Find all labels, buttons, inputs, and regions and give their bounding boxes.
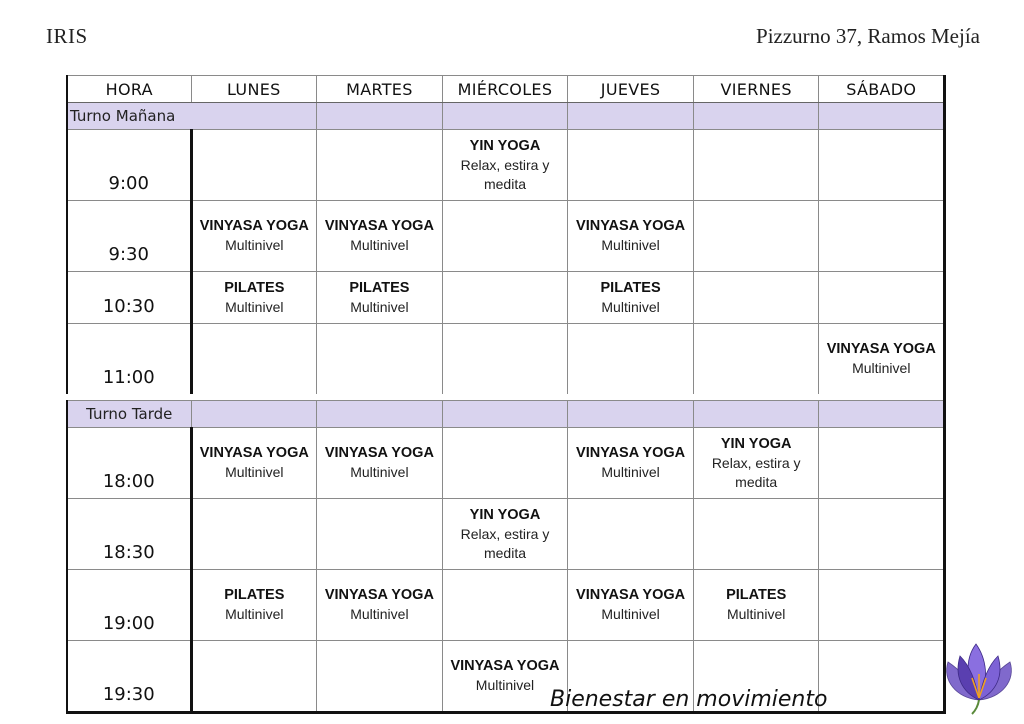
class-cell-saturday	[819, 428, 945, 499]
class-level: Relax, estira y medita	[460, 525, 550, 561]
class-cell-wednesday	[442, 130, 568, 201]
class-name: VINYASA YOGA	[450, 658, 560, 674]
class-level: Relax, estira y medita	[460, 156, 550, 192]
class-cell-monday	[191, 272, 317, 324]
section-label-morning: Turno Mañana	[67, 103, 317, 130]
class-cell-wednesday	[442, 570, 568, 641]
class-level: Multinivel	[601, 298, 660, 315]
header-row	[67, 76, 945, 103]
class-cell-thursday	[568, 570, 694, 641]
class-cell-wednesday	[442, 428, 568, 499]
section-band-cell	[317, 401, 443, 428]
hour-cell: 10:30	[67, 272, 191, 324]
class-level: Multinivel	[225, 606, 284, 622]
hour-cell: 18:30	[67, 499, 191, 570]
class-name: VINYASA YOGA	[199, 218, 309, 234]
class-level: Multinivel	[601, 464, 660, 480]
class-cell-saturday	[819, 130, 945, 201]
section-band-cell	[191, 401, 317, 428]
schedule-row	[67, 570, 945, 641]
class-cell-wednesday	[442, 272, 568, 324]
section-row-afternoon	[67, 401, 945, 428]
column-header-hour: HORA	[67, 76, 191, 103]
section-band-cell	[568, 103, 694, 130]
hour-cell: 9:30	[67, 201, 191, 272]
class-level: Multinivel	[225, 298, 284, 315]
section-band-cell	[317, 103, 443, 130]
class-cell-monday	[191, 201, 317, 272]
hour-cell: 19:00	[67, 570, 191, 641]
class-name: VINYASA YOGA	[324, 218, 434, 234]
class-name: PILATES	[600, 279, 661, 296]
class-cell-friday	[693, 570, 819, 641]
class-cell-saturday	[819, 324, 945, 395]
class-name: VINYASA YOGA	[324, 445, 434, 461]
class-cell-tuesday	[317, 570, 443, 641]
class-level: Multinivel	[350, 464, 409, 480]
section-band-cell	[819, 103, 945, 130]
schedule-row	[67, 324, 945, 395]
class-level: Multinivel	[601, 606, 660, 622]
class-cell-friday	[693, 130, 819, 201]
class-name: YIN YOGA	[720, 435, 792, 452]
class-cell-thursday	[568, 499, 694, 570]
section-row-morning	[67, 103, 945, 130]
class-cell-thursday	[568, 272, 694, 324]
class-name: YIN YOGA	[469, 506, 541, 523]
tagline: Bienestar en movimiento	[550, 687, 828, 712]
class-cell-thursday	[568, 201, 694, 272]
class-cell-wednesday	[442, 324, 568, 395]
afternoon-section	[67, 401, 945, 713]
class-name: PILATES	[224, 587, 285, 603]
class-name: VINYASA YOGA	[576, 445, 686, 461]
class-cell-tuesday	[317, 272, 443, 324]
class-level: Relax, estira y medita	[711, 454, 801, 490]
class-cell-thursday	[568, 324, 694, 395]
class-cell-monday	[191, 428, 317, 499]
class-cell-wednesday	[442, 499, 568, 570]
class-cell-tuesday	[317, 641, 443, 713]
class-cell-friday	[693, 201, 819, 272]
section-band-cell	[693, 103, 819, 130]
class-cell-tuesday	[317, 499, 443, 570]
class-cell-monday	[191, 641, 317, 713]
schedule-row	[67, 428, 945, 499]
brand-name: IRIS	[46, 24, 88, 48]
studio-address: Pizzurno 37, Ramos Mejía	[756, 24, 980, 48]
class-cell-friday	[693, 324, 819, 395]
class-level: Multinivel	[350, 298, 409, 315]
hour-cell: 9:00	[67, 130, 191, 201]
section-band-cell	[819, 401, 945, 428]
class-name: VINYASA YOGA	[576, 587, 686, 603]
class-name: VINYASA YOGA	[324, 587, 434, 603]
hour-cell: 11:00	[67, 324, 191, 395]
class-level: Multinivel	[225, 464, 284, 480]
class-schedule-table	[66, 75, 946, 714]
column-header-monday: LUNES	[191, 76, 317, 103]
class-cell-thursday	[568, 130, 694, 201]
class-level: Multinivel	[350, 237, 409, 253]
class-name: VINYASA YOGA	[576, 218, 686, 234]
crocus-flower-icon	[936, 640, 1022, 716]
class-name: PILATES	[224, 279, 285, 296]
column-header-thursday: JUEVES	[568, 76, 694, 103]
class-cell-wednesday	[442, 201, 568, 272]
class-cell-tuesday	[317, 428, 443, 499]
class-cell-saturday	[819, 641, 945, 713]
class-cell-tuesday	[317, 324, 443, 395]
class-name: VINYASA YOGA	[826, 341, 936, 357]
class-cell-friday	[693, 272, 819, 324]
class-level: Multinivel	[350, 606, 409, 622]
class-cell-saturday	[819, 570, 945, 641]
schedule-row	[67, 499, 945, 570]
class-level: Multinivel	[726, 606, 786, 622]
class-level: Multinivel	[852, 360, 911, 376]
class-cell-monday	[191, 130, 317, 201]
class-cell-saturday	[819, 499, 945, 570]
section-band-cell	[693, 401, 819, 428]
class-name: YIN YOGA	[469, 137, 541, 154]
column-header-friday: VIERNES	[693, 76, 819, 103]
class-cell-monday	[191, 570, 317, 641]
class-cell-tuesday	[317, 201, 443, 272]
section-band-cell	[442, 401, 568, 428]
schedule-row	[67, 201, 945, 272]
schedule-row	[67, 130, 945, 201]
class-cell-monday	[191, 499, 317, 570]
morning-section	[67, 103, 945, 395]
section-band-cell	[442, 103, 568, 130]
class-name: VINYASA YOGA	[199, 445, 309, 461]
class-cell-wednesday	[442, 641, 568, 713]
class-name: PILATES	[726, 587, 787, 603]
class-level: Multinivel	[225, 237, 284, 253]
class-cell-saturday	[819, 201, 945, 272]
class-name: PILATES	[349, 279, 410, 296]
class-level: Multinivel	[601, 237, 660, 253]
class-cell-monday	[191, 324, 317, 395]
column-header-wednesday: MIÉRCOLES	[442, 76, 568, 103]
section-label-afternoon: Turno Tarde	[67, 401, 191, 428]
class-cell-tuesday	[317, 130, 443, 201]
hour-cell: 19:30	[67, 641, 191, 713]
class-cell-saturday	[819, 272, 945, 324]
class-cell-friday	[693, 428, 819, 499]
schedule-row	[67, 272, 945, 324]
class-cell-thursday	[568, 428, 694, 499]
column-header-saturday: SÁBADO	[819, 76, 945, 103]
column-header-tuesday: MARTES	[317, 76, 443, 103]
section-band-cell	[568, 401, 694, 428]
hour-cell: 18:00	[67, 428, 191, 499]
class-level: Multinivel	[475, 677, 535, 693]
class-cell-friday	[693, 499, 819, 570]
